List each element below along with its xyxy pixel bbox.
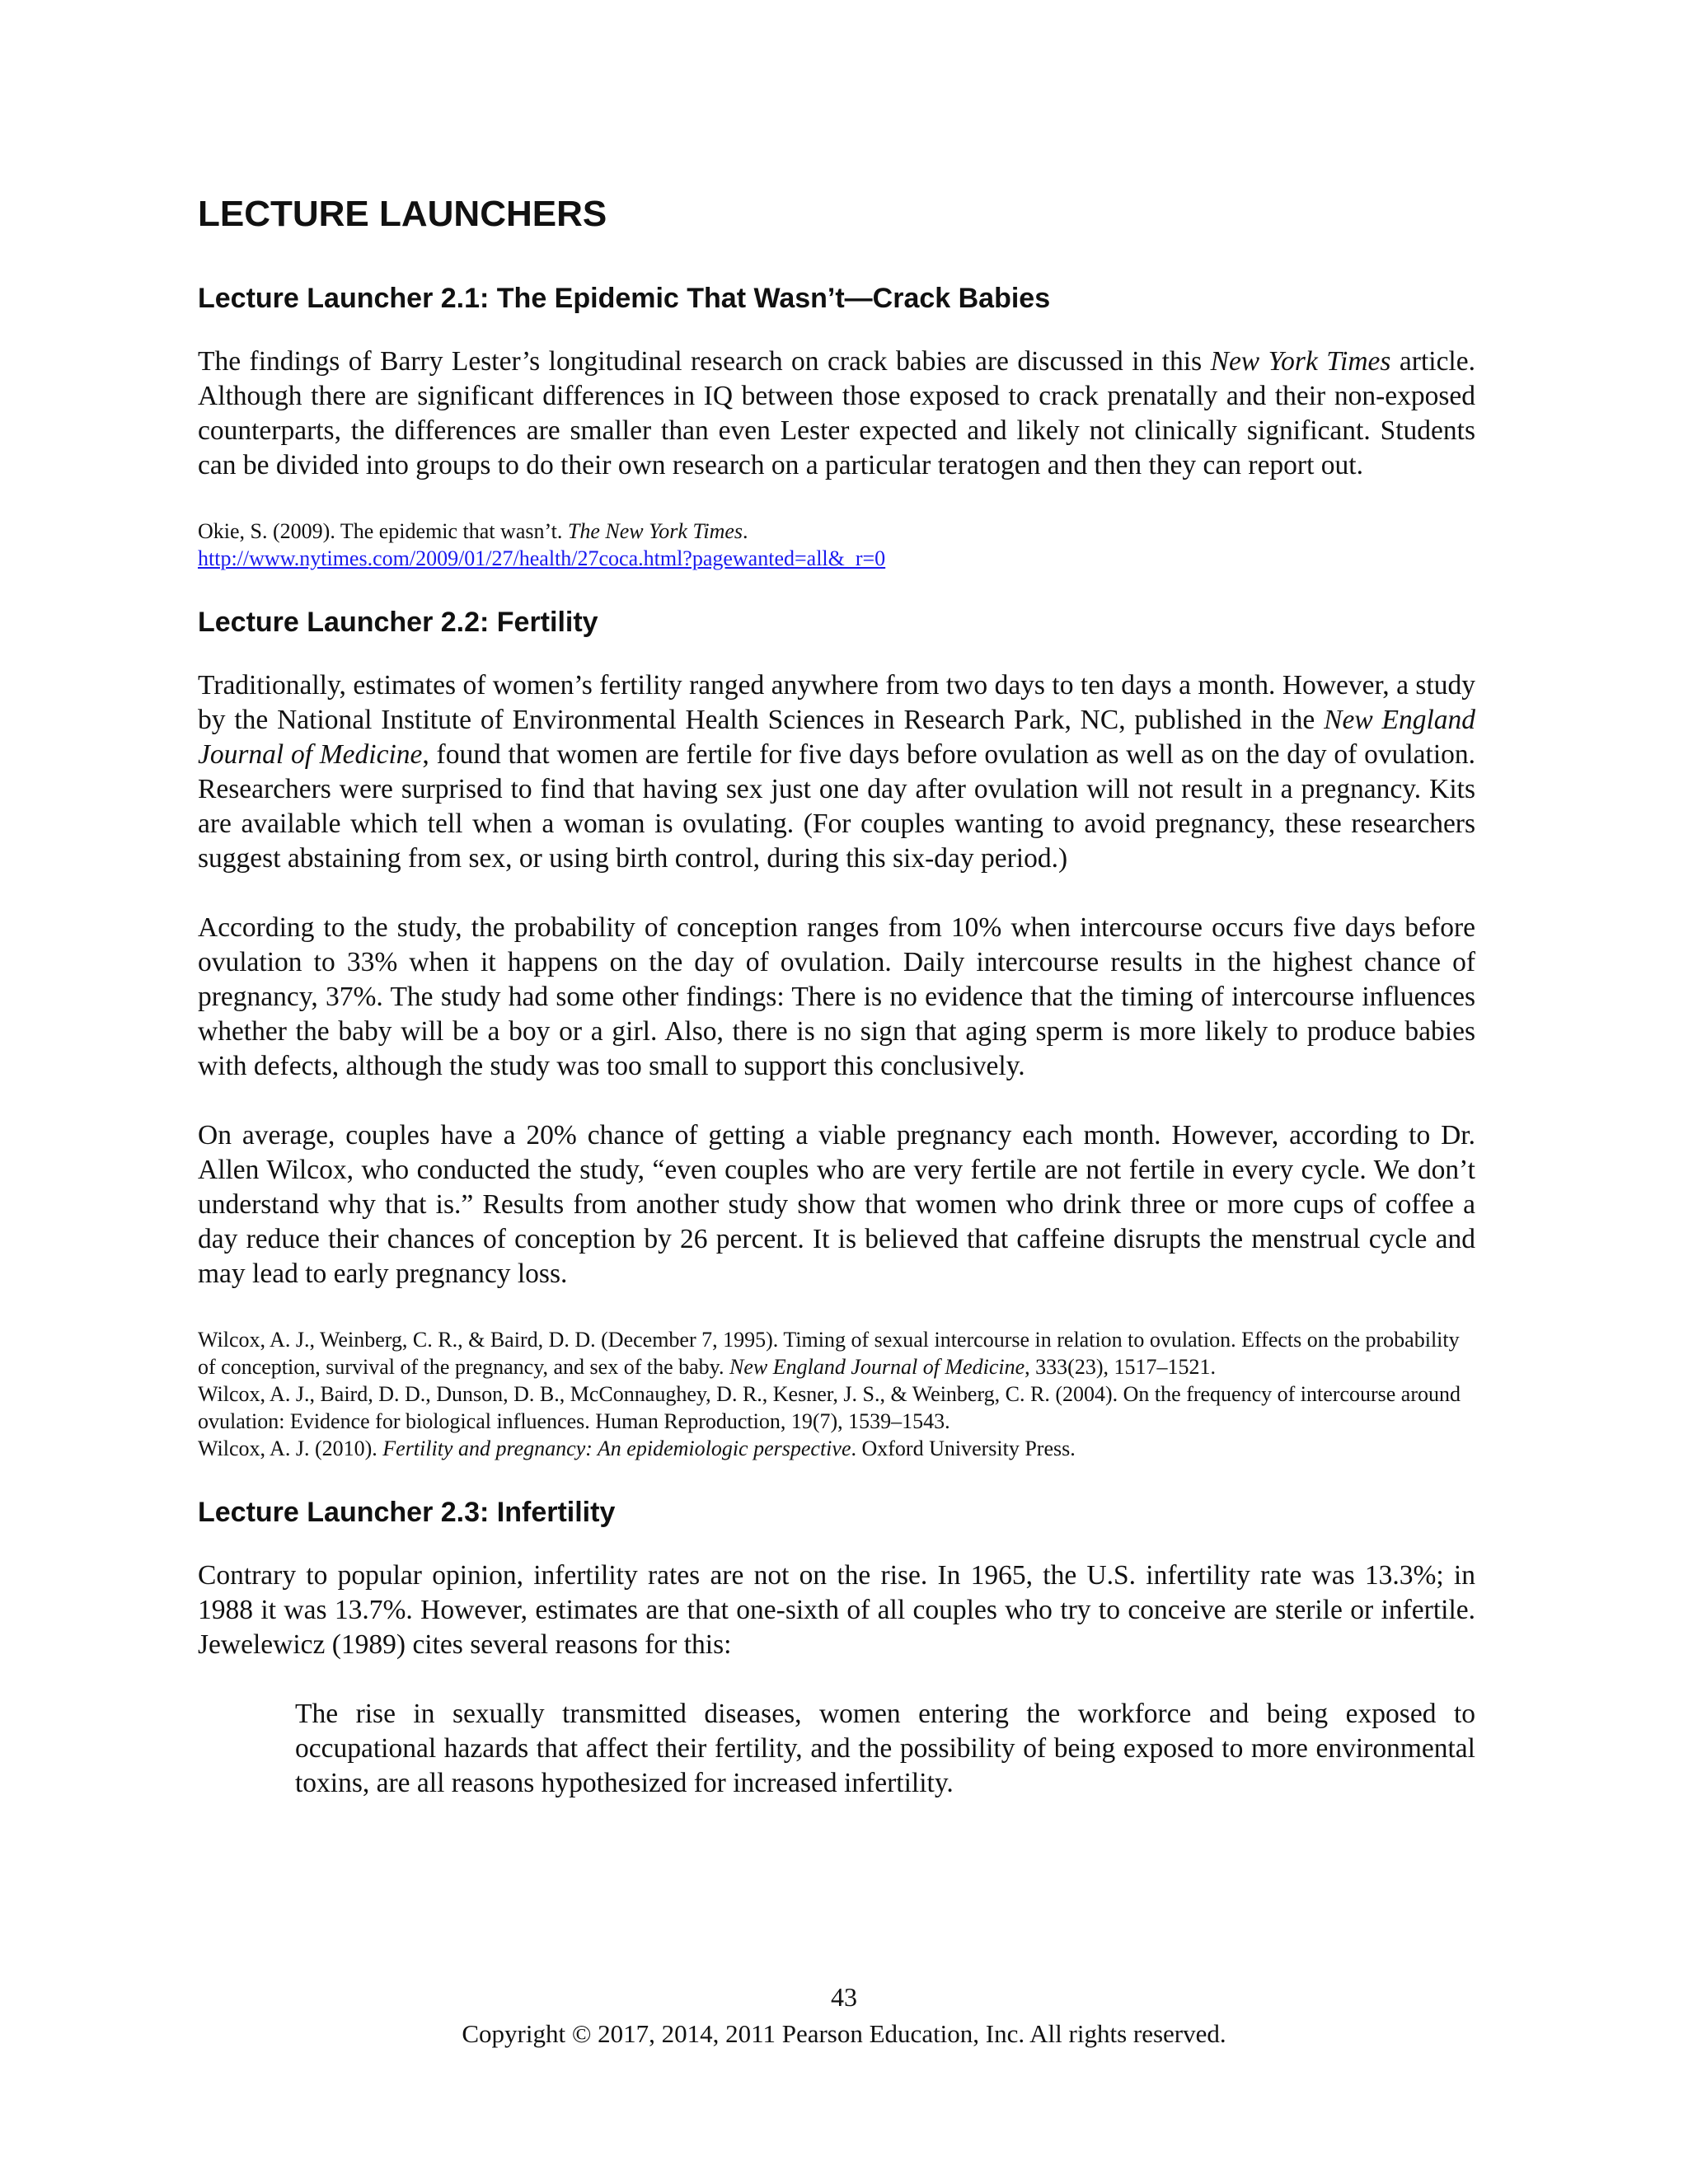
text-span: Wilcox, A. J., Weinberg, C. R., & Baird, D. D. (December 7, 1995). Timing of sexual intercourse in relation to ovulation. Effects on the probability of conception, survival of the pregnancy, and sex of the baby. [198, 1328, 1460, 1379]
italic-span: Fertility and pregnancy: An epidemiologic perspective [382, 1436, 851, 1460]
reference-url-link[interactable]: http://www.nytimes.com/2009/01/27/health/27coca.html?pagewanted=all&_r=0 [198, 546, 886, 570]
section-2-2-paragraph-2: According to the study, the probability of conception ranges from 10% when intercourse occurs five days before ovulation to 33% when it happens on the day of ovulation. Daily intercourse results in the highest chance of pregnancy, 37%. The study had some other findings: There is no evidence that the timing of intercourse influences whether the baby will be a boy or a girl. Also, there is no sign that aging sperm is more likely to produce babies with defects, although the study was too small to support this conclusively. [198, 912, 1475, 1081]
page-number: 43 [831, 1982, 857, 2012]
italic-span: New York Times [1210, 346, 1391, 377]
reference [198, 1326, 1475, 1380]
italic-span: New England Journal of Medicine [198, 705, 1476, 770]
text-span: , 333(23), 1517–1521. [1025, 1355, 1216, 1379]
section-heading-2-1: Lecture Launcher 2.1: The Epidemic That Wasn’t—Crack Babies [198, 283, 1051, 314]
section-2-1-references [198, 518, 1475, 572]
reference [198, 518, 1475, 545]
block-quote: The rise in sexually transmitted diseases, women entering the workforce and being exposed to occupational hazards that affect their fertility, and the possibility of being exposed to more environmental toxins, are all reasons hypothesized for increased infertility. [295, 1699, 1475, 1798]
section-2-1-paragraph [198, 344, 1475, 483]
italic-span: The New York Times [567, 519, 743, 543]
text-span: . Oxford University Press. [851, 1436, 1076, 1460]
section-2-2-references [198, 1326, 1475, 1462]
text-span: The findings of Barry Lester’s longitudinal research on crack babies are discussed in this [198, 346, 1211, 377]
reference-link-line [198, 545, 1475, 572]
page-title: LECTURE LAUNCHERS [198, 194, 607, 234]
section-2-2-paragraph-1 [198, 668, 1475, 876]
copyright-notice: Copyright © 2017, 2014, 2011 Pearson Education, Inc. All rights reserved. [462, 2019, 1226, 2048]
italic-span: New England Journal of Medicine [729, 1355, 1025, 1379]
section-heading-2-2: Lecture Launcher 2.2: Fertility [198, 607, 598, 638]
document-page [198, 194, 1475, 1801]
text-span: Okie, S. (2009). The epidemic that wasn’t. [198, 519, 568, 543]
text-span: article. Although there are significant differences in IQ between those exposed to crack prenatally and their non-exposed counterparts, the differences are smaller than even Lester expected and likely not clinically significant. Students can be divided into groups to do their own research on a particular teratogen and then they can report out. [198, 346, 1475, 480]
text-span: . [743, 519, 748, 543]
text-span: Wilcox, A. J. (2010). [198, 1436, 383, 1460]
section-2-2-paragraph-3: On average, couples have a 20% chance of getting a viable pregnancy each month. However, according to Dr. Allen Wilcox, who conducted the study, “even couples who are very fertile are not fertile in every cycle. We don’t understand why that is.” Results from another study show that women who drink three or more cups of coffee a day reduce their chances of conception by 26 percent. It is believed that caffeine disrupts the menstrual cycle and may lead to early pregnancy loss. [198, 1120, 1475, 1289]
text-span: Traditionally, estimates of women’s fertility ranged anywhere from two days to ten days a month. However, a study by the National Institute of Environmental Health Sciences in Research Park, NC, published in the [198, 670, 1475, 735]
reference: Wilcox, A. J., Baird, D. D., Dunson, D. B., McConnaughey, D. R., Kesner, J. S., & Weinberg, C. R. (2004). On the frequency of intercourse around ovulation: Evidence for biological influences. Human Reproduction, 19(7), 1539–1543. [198, 1382, 1461, 1433]
section-2-3-paragraph: Contrary to popular opinion, infertility rates are not on the rise. In 1965, the U.S. infertility rate was 13.3%; in 1988 it was 13.7%. However, estimates are that one-sixth of all couples who try to conceive are sterile or infertile. Jewelewicz (1989) cites several reasons for this: [198, 1560, 1475, 1660]
text-span: , found that women are fertile for five days before ovulation as well as on the day of ovulation. Researchers were surprised to find that having sex just one day after ovulation will not result in a pregnancy. Kits are available which tell when a woman is ovulating. (For couples wanting to avoid pregnancy, these researchers suggest abstaining from sex, or using birth control, during this six-day period.) [198, 739, 1475, 874]
reference [198, 1435, 1475, 1462]
section-heading-2-3: Lecture Launcher 2.3: Infertility [198, 1497, 616, 1528]
